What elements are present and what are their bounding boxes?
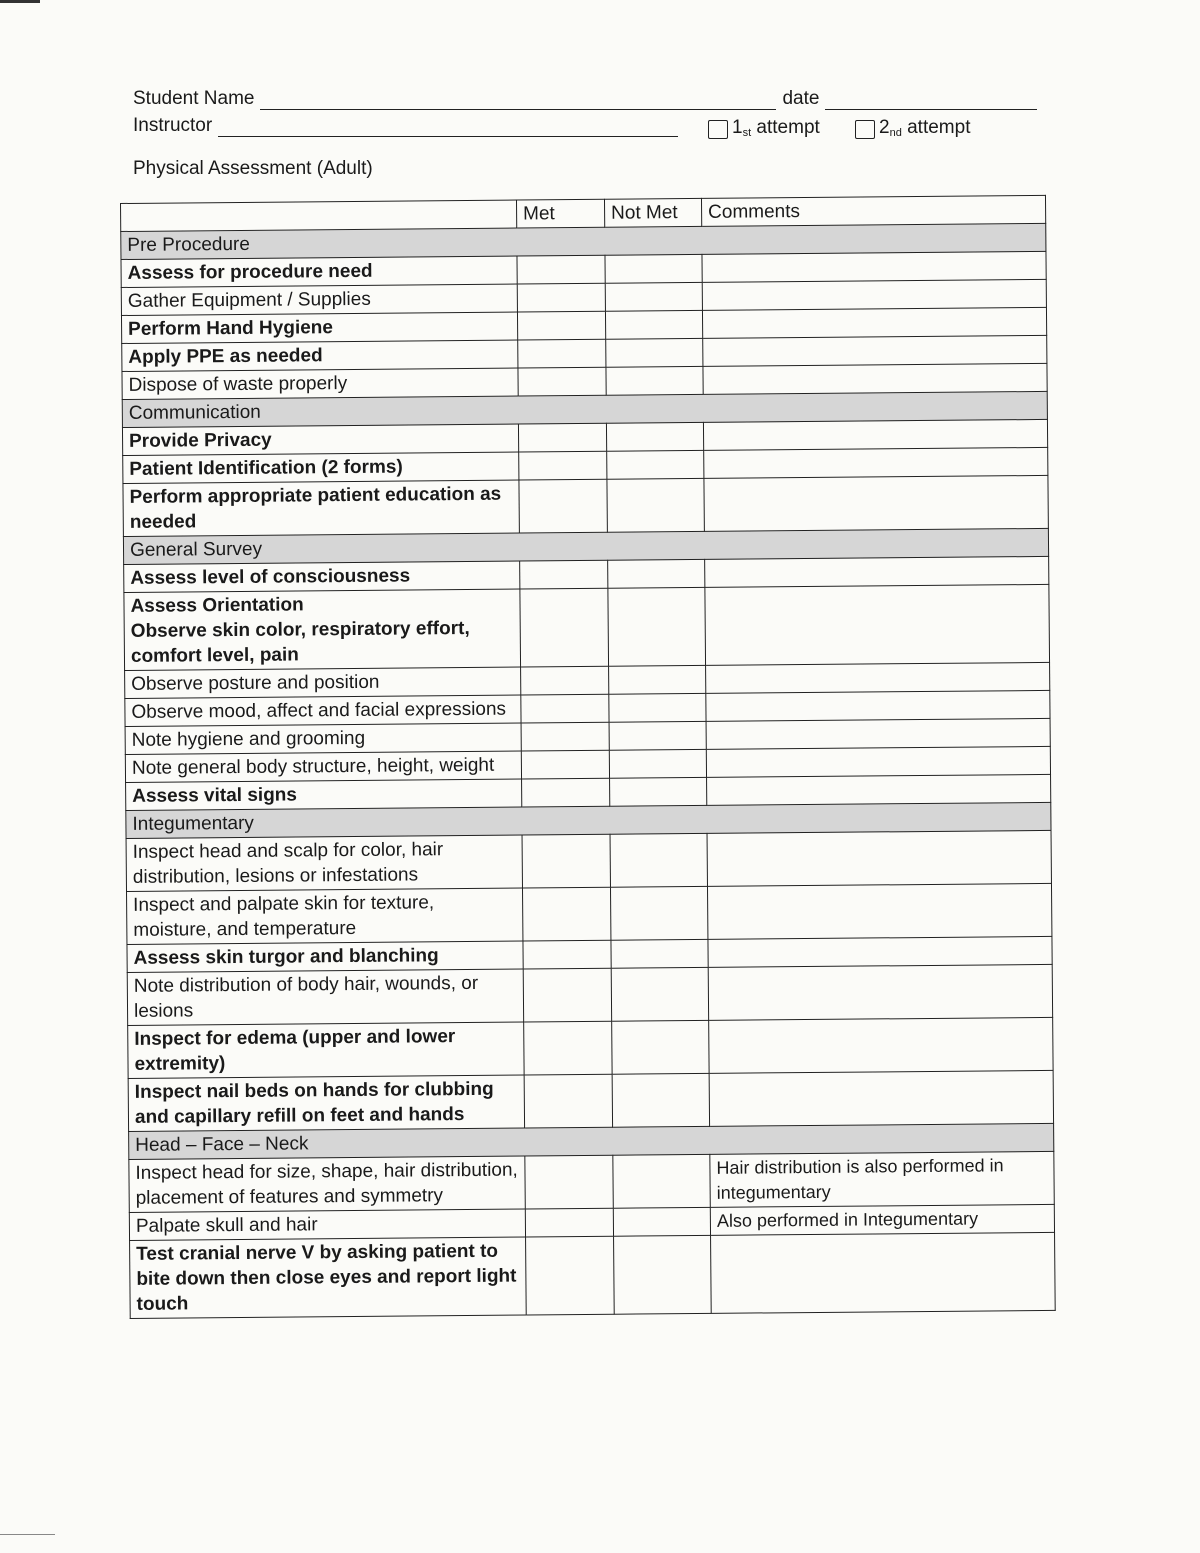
comment-cell[interactable] [702, 279, 1046, 310]
not-met-cell[interactable] [610, 833, 707, 887]
column-header-met: Met [516, 199, 604, 228]
met-cell[interactable] [524, 1021, 612, 1075]
table-row [124, 584, 1050, 670]
not-met-cell[interactable] [613, 1207, 710, 1236]
met-cell[interactable] [519, 451, 607, 480]
item-label: Note hygiene and grooming [125, 723, 521, 754]
item-label: Inspect nail beds on hands for clubbing and capillary refill on feet and hands [128, 1075, 524, 1131]
table-row [129, 1151, 1054, 1212]
comment-cell[interactable] [708, 964, 1052, 1020]
not-met-cell[interactable] [605, 254, 702, 283]
column-header-item [121, 200, 517, 231]
attempt-1-sup: st [742, 127, 752, 139]
comment-cell[interactable] [705, 584, 1050, 665]
item-label: Apply PPE as needed [122, 340, 518, 371]
item-label-group [124, 589, 521, 670]
not-met-cell[interactable] [606, 338, 703, 367]
met-cell[interactable] [519, 479, 607, 533]
attempt-2-sup: nd [889, 127, 902, 139]
comment-cell[interactable] [702, 251, 1046, 282]
table-row [126, 830, 1051, 891]
item-label: Perform Hand Hygiene [121, 312, 517, 343]
met-cell[interactable] [522, 834, 610, 888]
item-label: Inspect for edema (upper and lower extremity) [128, 1022, 524, 1078]
comment-cell[interactable]: Also performed in Integumentary [710, 1204, 1054, 1235]
attempt-2 [855, 117, 970, 139]
comment-cell[interactable] [706, 690, 1050, 721]
met-cell[interactable] [524, 1074, 612, 1128]
table-row [128, 1017, 1053, 1078]
attempt-1-label: attempt [756, 117, 820, 138]
met-cell[interactable] [522, 778, 610, 807]
comment-cell[interactable] [703, 419, 1047, 450]
not-met-cell[interactable] [605, 310, 702, 339]
not-met-cell[interactable] [609, 665, 706, 694]
comment-cell[interactable] [708, 936, 1052, 967]
section-title: Pre Procedure [121, 223, 1046, 259]
comment-cell[interactable] [707, 830, 1051, 886]
met-cell[interactable] [523, 940, 611, 969]
comment-cell[interactable] [706, 718, 1050, 749]
section-title: Integumentary [126, 802, 1051, 838]
attempt-2-checkbox[interactable] [855, 120, 875, 139]
not-met-cell[interactable] [610, 886, 707, 940]
met-cell[interactable] [521, 666, 609, 695]
not-met-cell[interactable] [613, 1154, 710, 1208]
section-title: Communication [122, 391, 1047, 427]
page-title: Physical Assessment (Adult) [133, 158, 373, 179]
not-met-cell[interactable] [609, 749, 706, 778]
comment-cell[interactable] [711, 1232, 1056, 1313]
attempt-2-label: attempt [907, 117, 971, 138]
met-cell[interactable] [522, 887, 610, 941]
item-label-secondary: Observe skin color, respiratory effort, comfort level, pain [130, 617, 470, 667]
item-label: Assess Orientation [130, 594, 304, 617]
item-label: Perform appropriate patient education as needed [123, 480, 519, 536]
not-met-cell[interactable] [610, 777, 707, 806]
met-cell[interactable] [517, 311, 605, 340]
column-header-not-met: Not Met [604, 198, 701, 227]
scan-bottom-line [0, 1534, 55, 1535]
item-label: Inspect head and scalp for color, hair distribution, lesions or infestations [126, 835, 522, 891]
met-cell[interactable] [518, 339, 606, 368]
comment-cell[interactable] [703, 335, 1047, 366]
comment-cell[interactable]: Hair distribution is also performed in integumentary [710, 1151, 1054, 1207]
not-met-cell[interactable] [607, 450, 704, 479]
met-cell[interactable] [521, 722, 609, 751]
not-met-cell[interactable] [607, 478, 704, 532]
met-cell[interactable] [526, 1236, 615, 1315]
met-cell[interactable] [520, 560, 608, 589]
attempt-1 [708, 117, 820, 139]
comment-cell[interactable] [704, 447, 1048, 478]
item-label: Inspect head for size, shape, hair distribution, placement of features and symmetry [129, 1156, 525, 1212]
comment-cell[interactable] [707, 774, 1051, 805]
comment-cell[interactable] [706, 746, 1050, 777]
not-met-cell[interactable] [608, 559, 705, 588]
met-cell[interactable] [523, 968, 611, 1022]
comment-cell[interactable] [702, 307, 1046, 338]
item-label: Test cranial nerve V by asking patient to bite down then close eyes and report light touch [130, 1237, 527, 1318]
column-header-comments: Comments [701, 195, 1045, 226]
item-label: Observe mood, affect and facial expressions [125, 695, 521, 726]
item-label: Assess for procedure need [121, 256, 517, 287]
item-label: Note general body structure, height, weight [125, 751, 521, 782]
item-label: Patient Identification (2 forms) [123, 452, 519, 483]
met-cell[interactable] [517, 283, 605, 312]
section-title: Head – Face – Neck [129, 1123, 1054, 1159]
not-met-cell[interactable] [608, 587, 706, 666]
item-label: Gather Equipment / Supplies [121, 284, 517, 315]
assessment-table [120, 195, 1056, 1319]
not-met-cell[interactable] [609, 693, 706, 722]
not-met-cell[interactable] [611, 939, 708, 968]
comment-cell[interactable] [704, 475, 1048, 531]
not-met-cell[interactable] [609, 721, 706, 750]
comment-cell[interactable] [705, 556, 1049, 587]
table-row [127, 964, 1052, 1025]
comment-cell[interactable] [706, 662, 1050, 693]
item-label: Observe posture and position [125, 667, 521, 698]
not-met-cell[interactable] [612, 1020, 709, 1074]
section-title: General Survey [123, 528, 1048, 564]
comment-cell[interactable] [709, 1017, 1053, 1073]
date-field[interactable] [825, 91, 1037, 110]
table-row [128, 1070, 1053, 1131]
met-cell[interactable] [521, 750, 609, 779]
table-row [123, 475, 1048, 536]
not-met-cell[interactable] [605, 282, 702, 311]
student-name-field[interactable] [260, 91, 776, 110]
student-name-row [133, 88, 1037, 110]
item-label: Note distribution of body hair, wounds, or lesions [127, 969, 523, 1025]
not-met-cell[interactable] [612, 1073, 709, 1127]
met-cell[interactable] [517, 255, 605, 284]
not-met-cell[interactable] [614, 1235, 712, 1314]
comment-cell[interactable] [709, 1070, 1053, 1126]
scan-corner-mark [0, 0, 40, 3]
item-label: Assess level of consciousness [124, 561, 520, 592]
met-cell[interactable] [525, 1155, 613, 1209]
comment-cell[interactable] [703, 363, 1047, 394]
not-met-cell[interactable] [606, 422, 703, 451]
date-label: date [782, 88, 820, 109]
table-row [127, 883, 1052, 944]
not-met-cell[interactable] [611, 967, 708, 1021]
attempt-1-ordinal: 1 [732, 117, 743, 138]
item-label: Palpate skull and hair [129, 1209, 525, 1240]
item-label: Inspect and palpate skin for texture, moisture, and temperature [127, 888, 523, 944]
met-cell[interactable] [525, 1208, 613, 1237]
student-name-label: Student Name [133, 88, 255, 109]
item-label: Dispose of waste properly [122, 368, 518, 399]
met-cell[interactable] [518, 367, 606, 396]
met-cell[interactable] [521, 694, 609, 723]
instructor-label: Instructor [133, 115, 213, 136]
item-label: Provide Privacy [122, 424, 518, 455]
item-label: Assess skin turgor and blanching [127, 941, 523, 972]
met-cell[interactable] [520, 588, 609, 667]
instructor-field[interactable] [218, 118, 678, 137]
attempt-2-ordinal: 2 [879, 117, 890, 138]
instructor-row [133, 115, 678, 137]
met-cell[interactable] [518, 423, 606, 452]
comment-cell[interactable] [707, 883, 1051, 939]
table-row [130, 1232, 1056, 1318]
item-label: Assess vital signs [126, 779, 522, 810]
attempt-1-checkbox[interactable] [708, 120, 728, 139]
not-met-cell[interactable] [606, 366, 703, 395]
